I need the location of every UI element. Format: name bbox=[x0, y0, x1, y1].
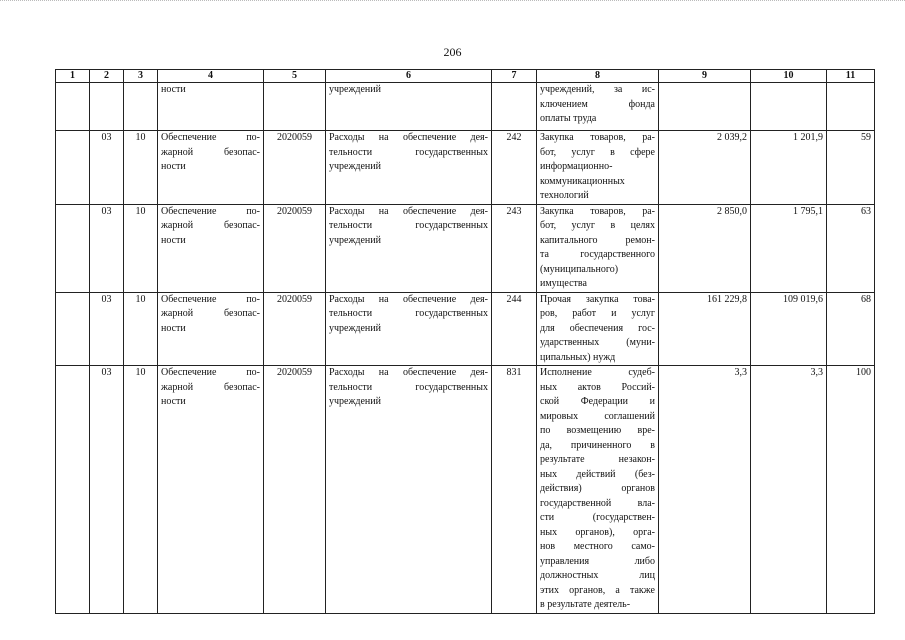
cell-expense-type: 244 bbox=[492, 292, 537, 366]
cell-expense-name bbox=[537, 366, 659, 614]
cell-target-name bbox=[326, 204, 492, 292]
cell-line: Обеспечение по- bbox=[161, 205, 260, 217]
cell-percent: 100 bbox=[827, 366, 875, 614]
cell-name bbox=[158, 366, 264, 614]
cell-target-code: 2020059 bbox=[264, 366, 326, 614]
cell-line: учреждений bbox=[329, 322, 381, 334]
cell-section bbox=[90, 83, 124, 131]
cell-line: Закупка товаров, ра- bbox=[540, 132, 655, 143]
cell-subsection: 10 bbox=[124, 292, 158, 366]
cell-line: ской Федерации и bbox=[540, 396, 655, 407]
cell-section: 03 bbox=[90, 204, 124, 292]
cell-planned: 2 850,0 bbox=[659, 204, 751, 292]
cell-line: ударственных (муни- bbox=[540, 337, 655, 348]
cell-line: ных актов Россий- bbox=[540, 381, 655, 393]
cell-target-code: 2020059 bbox=[264, 292, 326, 366]
cell-section: 03 bbox=[90, 292, 124, 366]
table-row bbox=[56, 131, 875, 205]
cell-percent: 68 bbox=[827, 292, 875, 366]
cell-line: действия) органов bbox=[540, 483, 655, 494]
table-body bbox=[56, 83, 875, 614]
cell-col1 bbox=[56, 366, 90, 614]
cell-subsection: 10 bbox=[124, 204, 158, 292]
cell-planned bbox=[659, 83, 751, 131]
header-cell: 4 bbox=[158, 70, 264, 83]
cell-name bbox=[158, 83, 264, 131]
header-cell: 8 bbox=[537, 70, 659, 83]
page-number: 206 bbox=[443, 45, 462, 59]
cell-line: учреждений, за ис- bbox=[540, 84, 655, 95]
cell-expense-name bbox=[537, 83, 659, 131]
cell-line: ных действий (без- bbox=[540, 468, 655, 480]
budget-table bbox=[55, 69, 875, 614]
cell-subsection bbox=[124, 83, 158, 131]
table-row bbox=[56, 366, 875, 614]
cell-target-code: 2020059 bbox=[264, 131, 326, 205]
cell-line: тельности государственных bbox=[329, 220, 488, 231]
cell-line: Расходы на обеспечение дея- bbox=[329, 367, 488, 378]
cell-line: Прочая закупка това- bbox=[540, 293, 655, 305]
cell-expense-name bbox=[537, 204, 659, 292]
cell-line: должностных лиц bbox=[540, 570, 655, 581]
cell-planned: 3,3 bbox=[659, 366, 751, 614]
cell-col1 bbox=[56, 83, 90, 131]
cell-line: тельности государственных bbox=[329, 146, 488, 158]
cell-line: ности bbox=[161, 234, 186, 246]
cell-target-name bbox=[326, 131, 492, 205]
scan-edge bbox=[0, 0, 905, 5]
cell-line: нов местного само- bbox=[540, 541, 655, 552]
cell-percent: 63 bbox=[827, 204, 875, 292]
cell-line: да, причиненного в bbox=[540, 439, 655, 451]
cell-line: та государственного bbox=[540, 249, 655, 260]
header-cell: 11 bbox=[827, 70, 875, 83]
cell-line: государственной вла- bbox=[540, 497, 655, 509]
cell-line: жарной безопас- bbox=[161, 146, 260, 158]
cell-line: учреждений bbox=[329, 161, 381, 172]
cell-percent bbox=[827, 83, 875, 131]
cell-target-code bbox=[264, 83, 326, 131]
cell-expense-type: 243 bbox=[492, 204, 537, 292]
cell-line: результате незакон- bbox=[540, 454, 655, 465]
cell-planned: 161 229,8 bbox=[659, 292, 751, 366]
cell-line: сти (государствен- bbox=[540, 512, 655, 523]
cell-line: жарной безопас- bbox=[161, 220, 260, 231]
cell-line: технологий bbox=[540, 190, 589, 201]
cell-line: капитального ремон- bbox=[540, 234, 655, 246]
cell-line: учреждений bbox=[329, 234, 381, 246]
cell-line: жарной безопас- bbox=[161, 381, 260, 393]
cell-col1 bbox=[56, 204, 90, 292]
cell-col1 bbox=[56, 292, 90, 366]
cell-line: бот, услуг в сфере bbox=[540, 146, 655, 158]
header-cell: 2 bbox=[90, 70, 124, 83]
cell-line: мировых соглашений bbox=[540, 410, 655, 422]
cell-expense-type: 831 bbox=[492, 366, 537, 614]
cell-line: оплаты труда bbox=[540, 113, 597, 124]
table-row bbox=[56, 292, 875, 366]
cell-subsection: 10 bbox=[124, 366, 158, 614]
cell-expense-name bbox=[537, 131, 659, 205]
cell-executed: 1 795,1 bbox=[751, 204, 827, 292]
cell-line: тельности государственных bbox=[329, 381, 488, 393]
cell-expense-type bbox=[492, 83, 537, 131]
cell-line: ности bbox=[161, 396, 186, 407]
cell-name bbox=[158, 204, 264, 292]
cell-line: ров, работ и услуг bbox=[540, 308, 655, 319]
cell-name bbox=[158, 131, 264, 205]
cell-line: этих органов, а также bbox=[540, 584, 655, 596]
cell-line: имущества bbox=[540, 278, 587, 289]
cell-line: Обеспечение по- bbox=[161, 132, 260, 143]
header-cell: 3 bbox=[124, 70, 158, 83]
cell-line: Закупка товаров, ра- bbox=[540, 205, 655, 217]
cell-executed: 1 201,9 bbox=[751, 131, 827, 205]
cell-line: Расходы на обеспечение дея- bbox=[329, 132, 488, 143]
cell-line: ципальных) нужд bbox=[540, 351, 616, 363]
cell-line: (муниципального) bbox=[540, 263, 619, 275]
header-cell: 1 bbox=[56, 70, 90, 83]
cell-line: тельности государственных bbox=[329, 308, 488, 319]
header-cell: 6 bbox=[326, 70, 492, 83]
cell-line: Обеспечение по- bbox=[161, 367, 260, 378]
cell-line: информационно- bbox=[540, 161, 613, 172]
cell-line: коммуникационных bbox=[540, 175, 625, 187]
cell-line: Обеспечение по- bbox=[161, 293, 260, 305]
cell-executed bbox=[751, 83, 827, 131]
header-cell: 5 bbox=[264, 70, 326, 83]
cell-executed: 3,3 bbox=[751, 366, 827, 614]
table-row bbox=[56, 204, 875, 292]
header-cell: 10 bbox=[751, 70, 827, 83]
table-row bbox=[56, 83, 875, 131]
cell-expense-name bbox=[537, 292, 659, 366]
cell-line: по возмещению вре- bbox=[540, 425, 655, 436]
cell-line: в результате деятель- bbox=[540, 599, 631, 610]
cell-target-code: 2020059 bbox=[264, 204, 326, 292]
cell-col1 bbox=[56, 131, 90, 205]
cell-executed: 109 019,6 bbox=[751, 292, 827, 366]
cell-line: управления либо bbox=[540, 555, 655, 567]
header-cell: 7 bbox=[492, 70, 537, 83]
cell-expense-type: 242 bbox=[492, 131, 537, 205]
cell-subsection: 10 bbox=[124, 131, 158, 205]
cell-line: ности bbox=[161, 84, 186, 95]
cell-percent: 59 bbox=[827, 131, 875, 205]
cell-line: для обеспечения гос- bbox=[540, 322, 655, 334]
cell-line: Исполнение судеб- bbox=[540, 367, 655, 378]
cell-line: учреждений bbox=[329, 396, 381, 407]
cell-name bbox=[158, 292, 264, 366]
cell-line: Расходы на обеспечение дея- bbox=[329, 293, 488, 305]
cell-target-name bbox=[326, 366, 492, 614]
cell-line: Расходы на обеспечение дея- bbox=[329, 205, 488, 217]
cell-planned: 2 039,2 bbox=[659, 131, 751, 205]
table-header bbox=[56, 70, 875, 83]
cell-line: бот, услуг в целях bbox=[540, 220, 655, 231]
cell-section: 03 bbox=[90, 131, 124, 205]
cell-line: ключением фонда bbox=[540, 98, 655, 110]
cell-section: 03 bbox=[90, 366, 124, 614]
cell-line: ности bbox=[161, 161, 186, 172]
cell-target-name bbox=[326, 292, 492, 366]
cell-line: ных органов), орга- bbox=[540, 526, 655, 538]
cell-line: учреждений bbox=[329, 84, 381, 95]
cell-line: ности bbox=[161, 322, 186, 334]
cell-line: жарной безопас- bbox=[161, 308, 260, 319]
header-cell: 9 bbox=[659, 70, 751, 83]
cell-target-name bbox=[326, 83, 492, 131]
